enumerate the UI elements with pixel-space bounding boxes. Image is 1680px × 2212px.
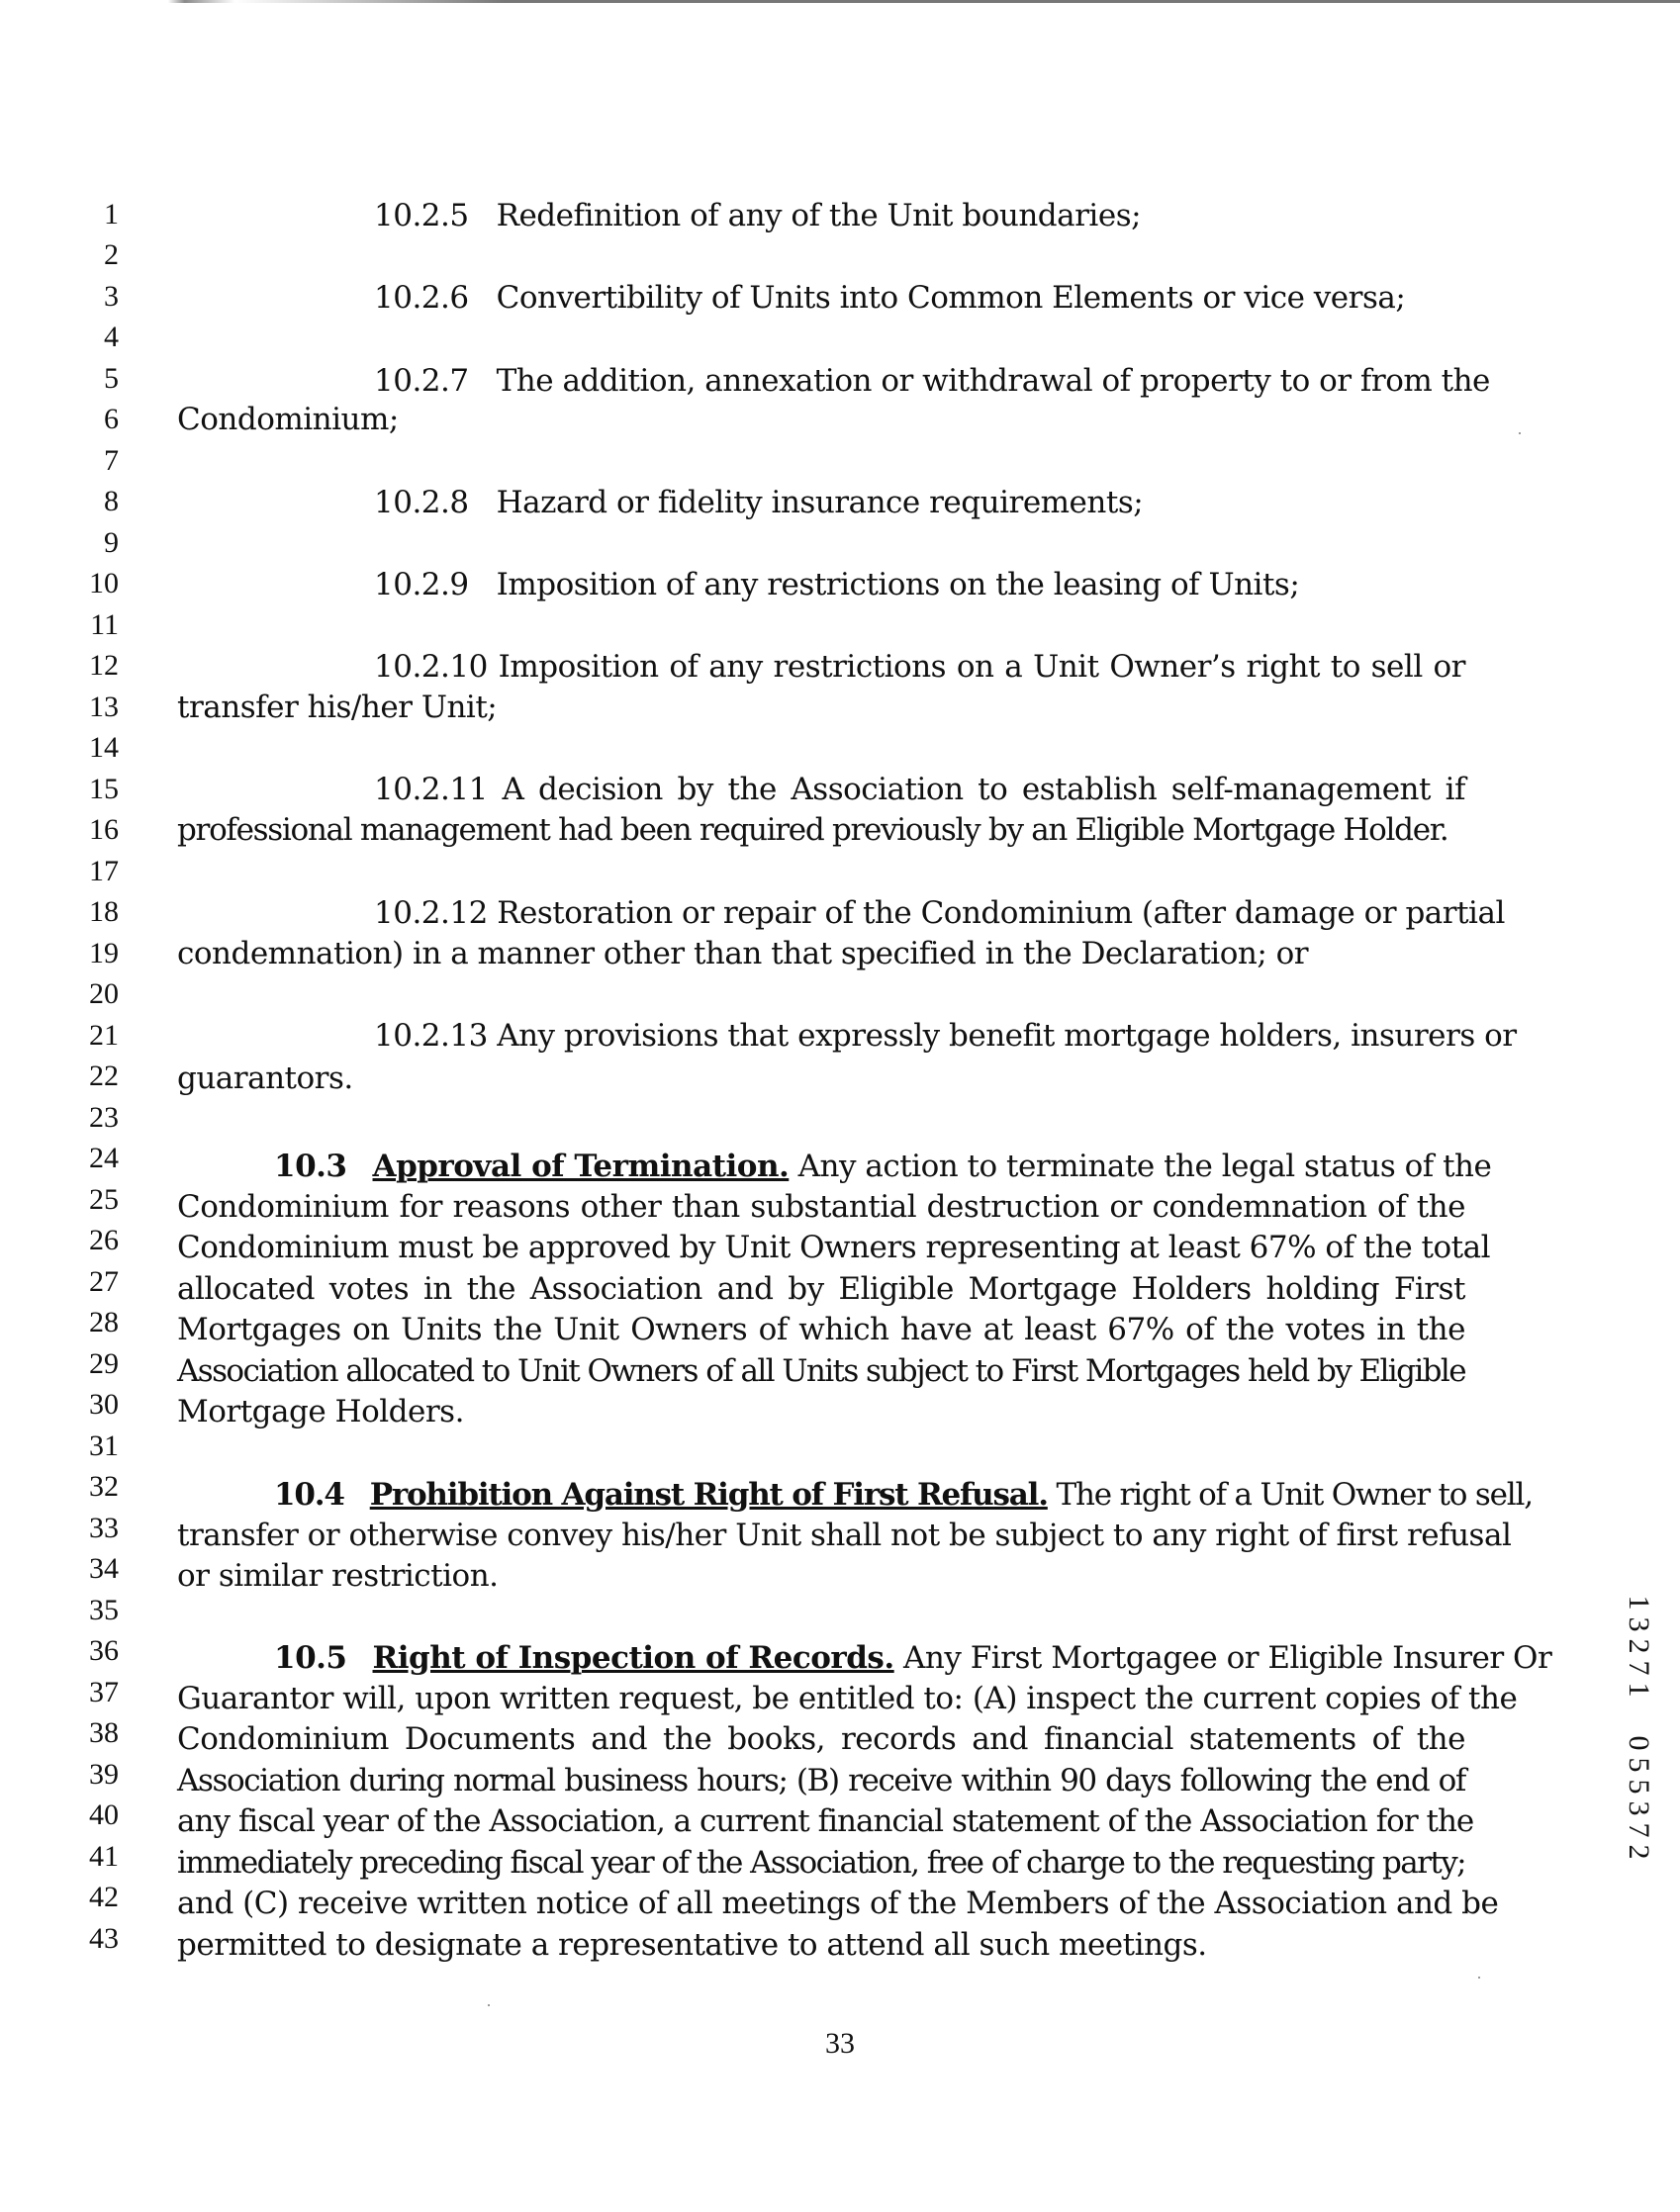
line-number: 3 [104, 280, 119, 313]
line-number: 39 [89, 1758, 119, 1791]
line-number: 22 [89, 1060, 119, 1092]
body-line: immediately preceding fiscal year of the Association, free of charge to the requesting party; [177, 1845, 1465, 1881]
section-10-3-heading-line [274, 1149, 1492, 1184]
item-10-2-10-continuation: transfer his/her Unit; [177, 690, 498, 725]
body-line: Association allocated to Unit Owners of all Units subject to First Mortgages held by Eligible [177, 1353, 1465, 1389]
line-number: 16 [89, 813, 119, 846]
section-title: Approval of Termination. [372, 1149, 790, 1184]
body-line: and (C) receive written notice of all meetings of the Members of the Association and be [177, 1886, 1499, 1921]
line-number: 29 [89, 1347, 119, 1380]
line-number: 14 [89, 731, 119, 764]
stamp-digit: 2 [1623, 1844, 1655, 1860]
line-number: 34 [89, 1552, 119, 1585]
item-10-2-13-continuation: guarantors. [177, 1060, 353, 1096]
body-line: any fiscal year of the Association, a current financial statement of the Association for the [177, 1803, 1474, 1839]
item-number: 10.2.8 [374, 485, 469, 520]
item-number: 10.2.11 [374, 772, 488, 807]
section-number: 10.3 [274, 1149, 347, 1184]
stamp-digit: 0 [1623, 1735, 1655, 1751]
line-number: 19 [89, 937, 119, 969]
item-text: Restoration or repair of the Condominium (after damage or partial [497, 895, 1505, 931]
item-text: Imposition of any restrictions on the leasing of Units; [496, 567, 1300, 602]
item-10-2-10 [374, 650, 1465, 684]
stamp-digit: 3 [1623, 1800, 1655, 1816]
body-line: Guarantor will, upon written request, be entitled to: (A) inspect the current copies of the [177, 1681, 1518, 1716]
page-number: 33 [825, 2027, 855, 2060]
item-number: 10.2.5 [374, 198, 469, 233]
item-10-2-12 [374, 895, 1505, 931]
line-number: 28 [89, 1306, 119, 1338]
line-number: 31 [89, 1429, 119, 1462]
item-10-2-12-continuation: condemnation) in a manner other than that specified in the Declaration; or [177, 936, 1309, 971]
item-10-2-9 [374, 568, 1299, 601]
section-first-line: Any First Mortgagee or Eligible Insurer Or [903, 1640, 1552, 1676]
line-number: 10 [89, 567, 119, 599]
item-10-2-7-continuation: Condominium; [177, 402, 399, 437]
section-title: Prohibition Against Right of First Refusal. [369, 1477, 1048, 1513]
line-number: 32 [89, 1470, 119, 1503]
line-number: 43 [89, 1922, 119, 1955]
section-first-line: Any action to terminate the legal status of the [797, 1149, 1492, 1184]
item-10-2-13 [374, 1018, 1517, 1054]
line-number: 27 [89, 1265, 119, 1298]
line-number: 18 [89, 895, 119, 928]
item-number: 10.2.7 [374, 363, 469, 399]
line-number: 23 [89, 1101, 119, 1134]
stamp-digit: 7 [1623, 1822, 1655, 1838]
body-line: permitted to designate a representative to attend all such meetings. [177, 1927, 1207, 1963]
scan-speck [1519, 432, 1521, 434]
section-number: 10.4 [274, 1477, 344, 1513]
body-line: Condominium must be approved by Unit Owners representing at least 67% of the total [177, 1230, 1490, 1265]
line-number: 5 [104, 362, 119, 395]
item-text: A decision by the Association to establish self-management if [502, 772, 1465, 807]
body-line: Condominium for reasons other than substantial destruction or condemnation of the [177, 1189, 1465, 1225]
item-10-2-5 [374, 199, 1141, 232]
stamp-digit: 1 [1623, 1595, 1655, 1611]
line-number: 42 [89, 1881, 119, 1913]
item-10-2-11 [374, 773, 1465, 806]
line-number: 41 [89, 1840, 119, 1873]
line-number: 13 [89, 691, 119, 723]
item-number: 10.2.13 [374, 1018, 488, 1054]
body-line: Association during normal business hours; (B) receive within 90 days following the end of [177, 1763, 1465, 1798]
stamp-digit: 5 [1623, 1757, 1655, 1773]
line-number: 9 [104, 526, 119, 559]
stamp-digit: 5 [1623, 1779, 1655, 1795]
item-number: 10.2.10 [374, 649, 488, 685]
stamp-digit: 1 [1623, 1682, 1655, 1698]
section-number: 10.5 [274, 1640, 347, 1676]
section-10-5-heading-line [274, 1640, 1552, 1676]
line-number: 6 [104, 403, 119, 435]
line-number: 30 [89, 1388, 119, 1421]
body-line: Mortgage Holders. [177, 1394, 464, 1429]
section-title: Right of Inspection of Records. [372, 1640, 894, 1676]
item-10-2-8 [374, 486, 1143, 519]
line-number: 12 [89, 649, 119, 682]
body-line: allocated votes in the Association and by Eligible Mortgage Holders holding First [177, 1271, 1465, 1307]
body-line: Mortgages on Units the Unit Owners of which have at least 67% of the votes in the [177, 1312, 1465, 1347]
stamp-digit: 7 [1623, 1660, 1655, 1676]
item-10-2-7 [374, 363, 1490, 399]
line-number: 2 [104, 238, 119, 271]
line-number: 4 [104, 321, 119, 353]
item-number: 10.2.6 [374, 280, 469, 316]
stamp-digit: 3 [1623, 1616, 1655, 1632]
line-number: 36 [89, 1634, 119, 1667]
section-10-4-heading-line [274, 1477, 1533, 1513]
line-number: 11 [90, 608, 119, 641]
item-10-2-11-continuation: professional management had been required previously by an Eligible Mortgage Holder. [177, 812, 1448, 848]
item-number: 10.2.9 [374, 567, 469, 602]
line-number: 35 [89, 1594, 119, 1626]
line-number: 24 [89, 1142, 119, 1174]
line-number: 26 [89, 1224, 119, 1256]
item-text: Convertibility of Units into Common Elements or vice versa; [496, 280, 1406, 316]
body-line: or similar restriction. [177, 1558, 499, 1594]
body-line: transfer or otherwise convey his/her Unit shall not be subject to any right of first refusal [177, 1518, 1512, 1553]
scan-speck [1478, 1977, 1480, 1979]
line-number: 7 [104, 444, 119, 477]
item-10-2-6 [374, 281, 1405, 315]
item-text: Any provisions that expressly benefit mortgage holders, insurers or [497, 1018, 1517, 1054]
line-number: 17 [89, 855, 119, 887]
line-number: 21 [89, 1019, 119, 1052]
line-number: 20 [89, 977, 119, 1010]
line-number: 25 [89, 1183, 119, 1216]
line-number: 38 [89, 1716, 119, 1749]
line-number: 40 [89, 1798, 119, 1831]
item-text: Redefinition of any of the Unit boundaries; [496, 198, 1142, 233]
item-text: The addition, annexation or withdrawal of property to or from the [496, 363, 1490, 399]
item-text: Hazard or fidelity insurance requirements; [496, 485, 1144, 520]
margin-recording-stamp [1619, 1590, 1658, 1860]
line-number: 33 [89, 1512, 119, 1544]
scan-speck [488, 2004, 490, 2006]
item-number: 10.2.12 [374, 895, 488, 931]
body-line: Condominium Documents and the books, records and financial statements of the [177, 1721, 1465, 1757]
line-number: 37 [89, 1676, 119, 1708]
line-number: 1 [104, 198, 119, 230]
stamp-digit: 2 [1623, 1638, 1655, 1654]
line-number: 8 [104, 485, 119, 517]
section-first-line: The right of a Unit Owner to sell, [1056, 1477, 1533, 1513]
scan-edge [0, 0, 1680, 3]
item-text: Imposition of any restrictions on a Unit Owner’s right to sell or [498, 649, 1465, 685]
line-number: 15 [89, 773, 119, 805]
